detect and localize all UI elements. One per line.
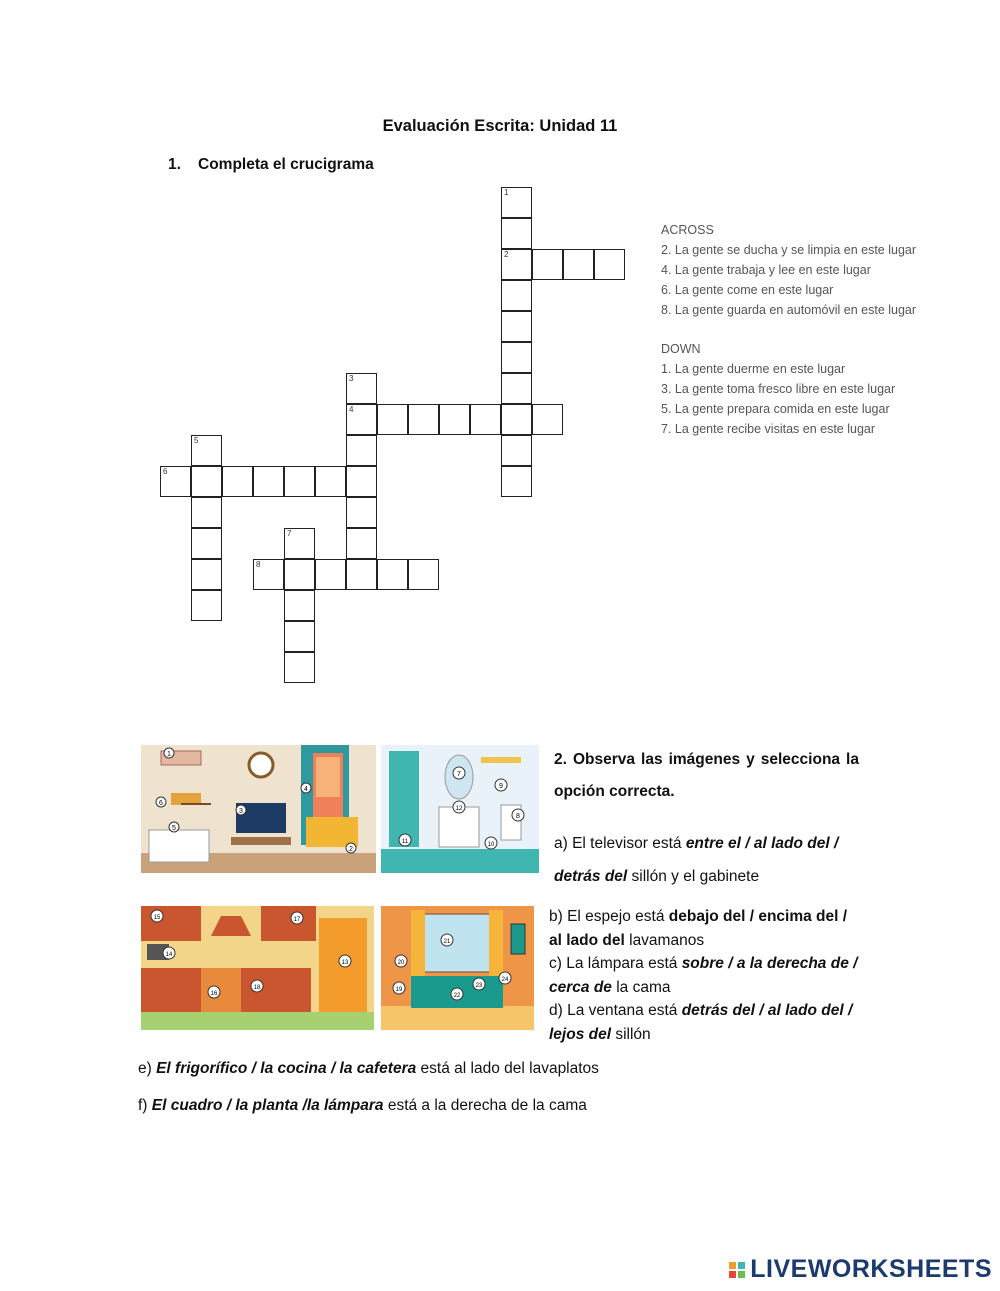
label-9: 9	[499, 783, 503, 790]
crossword-cell[interactable]	[284, 559, 315, 590]
label-17: 17	[293, 917, 301, 923]
crossword-cell[interactable]	[191, 466, 222, 497]
question-e-options[interactable]: El frigorífico / la cocina / la cafetera	[156, 1060, 417, 1077]
kitchen-picture	[141, 906, 374, 1030]
section-1-number: 1.	[168, 156, 181, 173]
crossword-cell[interactable]	[346, 373, 377, 404]
section-1-label: Completa el crucigrama	[198, 156, 374, 173]
crossword-cell[interactable]	[408, 404, 439, 435]
crossword-cell[interactable]	[284, 652, 315, 683]
crossword-cell[interactable]	[346, 559, 377, 590]
question-a-suffix: sillón y el gabinete	[627, 868, 760, 885]
crossword-cell[interactable]	[501, 249, 532, 280]
section-2-heading: 2. Observa las imágenes y selecciona la opción correcta.	[554, 751, 859, 800]
crossword-cell[interactable]	[160, 466, 191, 497]
crossword-cell[interactable]	[191, 559, 222, 590]
crossword-cell[interactable]	[501, 218, 532, 249]
label-16: 16	[210, 991, 218, 997]
crossword-clue-number: 6	[163, 467, 168, 476]
question-f	[138, 1097, 587, 1115]
label-11: 11	[401, 839, 409, 845]
label-22: 22	[453, 993, 461, 999]
across-clue: 4. La gente trabaja y lee en este lugar	[661, 263, 871, 277]
label-20: 20	[397, 960, 405, 966]
crossword-cell[interactable]	[470, 404, 501, 435]
crossword-cell[interactable]	[284, 621, 315, 652]
crossword-cell[interactable]	[439, 404, 470, 435]
label-14: 14	[165, 952, 173, 958]
crossword-cell[interactable]	[501, 280, 532, 311]
crossword-clue-number: 8	[256, 560, 261, 569]
liveworksheets-logo	[728, 1255, 992, 1284]
question-b-prefix: b) El espejo está	[549, 908, 669, 925]
questions-b-d	[549, 905, 864, 1046]
crossword-cell[interactable]	[253, 466, 284, 497]
crossword-cell[interactable]	[563, 249, 594, 280]
crossword-cell[interactable]	[346, 404, 377, 435]
page-title: Evaluación Escrita: Unidad 11	[382, 117, 618, 135]
bedroom-picture	[381, 906, 534, 1030]
crossword-cell[interactable]	[501, 404, 532, 435]
crossword-clue-number: 3	[349, 374, 354, 383]
crossword-cell[interactable]	[501, 466, 532, 497]
down-clue: 1. La gente duerme en este lugar	[661, 362, 846, 376]
crossword-cell[interactable]	[346, 435, 377, 466]
question-a-options[interactable]: entre el / al lado del / detrás del	[554, 835, 839, 885]
crossword-cell[interactable]	[284, 528, 315, 559]
crossword-cell[interactable]	[346, 528, 377, 559]
question-e	[138, 1060, 599, 1078]
logo-text: LIVEWORKSHEETS	[750, 1255, 992, 1283]
crossword-cell[interactable]	[284, 466, 315, 497]
question-b	[549, 905, 864, 952]
label-19: 19	[395, 987, 403, 993]
across-heading: ACROSS	[661, 223, 714, 237]
crossword-cell[interactable]	[253, 559, 284, 590]
label-23: 23	[475, 983, 483, 989]
crossword-clue-number: 5	[194, 436, 199, 445]
label-21: 21	[443, 939, 451, 945]
clues-panel	[661, 220, 916, 439]
question-d-suffix: sillón	[611, 1025, 651, 1043]
question-a-prefix: a) El televisor está	[554, 835, 686, 852]
across-clue: 6. La gente come en este lugar	[661, 283, 834, 297]
label-7: 7	[457, 771, 461, 778]
label-5: 5	[172, 825, 176, 832]
label-24: 24	[501, 977, 509, 983]
crossword-cell[interactable]	[501, 435, 532, 466]
crossword-cell[interactable]	[315, 559, 346, 590]
down-clue: 5. La gente prepara comida en este lugar	[661, 402, 890, 416]
label-18: 18	[253, 985, 261, 991]
crossword-clue-number: 1	[504, 188, 509, 197]
crossword-clue-number: 4	[349, 405, 354, 414]
question-c	[549, 952, 864, 999]
question-c-options[interactable]: sobre / a la derecha de / cerca de	[549, 955, 858, 996]
crossword-cell[interactable]	[191, 528, 222, 559]
question-d-prefix: d) La ventana está	[549, 1002, 682, 1019]
section-1-heading	[168, 156, 374, 174]
crossword-cell[interactable]	[377, 404, 408, 435]
label-6: 6	[159, 800, 163, 807]
label-12: 12	[455, 806, 463, 812]
section-2	[554, 744, 859, 808]
question-f-suffix: está a la derecha de la cama	[383, 1097, 587, 1114]
crossword-cell[interactable]	[501, 342, 532, 373]
label-3: 3	[239, 808, 243, 815]
crossword-cell[interactable]	[284, 590, 315, 621]
crossword-cell[interactable]	[532, 249, 563, 280]
question-d	[549, 999, 864, 1046]
label-4: 4	[304, 786, 308, 793]
crossword-cell[interactable]	[594, 249, 625, 280]
crossword-cell[interactable]	[501, 311, 532, 342]
question-f-options[interactable]: El cuadro / la planta /la lámpara	[151, 1097, 384, 1114]
living-room-picture	[141, 745, 376, 873]
question-f-prefix: f)	[138, 1097, 152, 1114]
crossword-cell[interactable]	[501, 373, 532, 404]
label-8: 8	[516, 813, 520, 820]
label-13: 13	[341, 960, 349, 966]
question-b-options[interactable]: debajo del / encima del / al lado del	[549, 908, 848, 949]
down-heading: DOWN	[661, 342, 701, 356]
crossword-cell[interactable]	[532, 404, 563, 435]
crossword-cell[interactable]	[346, 497, 377, 528]
crossword-cell[interactable]	[346, 466, 377, 497]
question-c-prefix: c) La lámpara está	[549, 955, 682, 972]
label-15: 15	[153, 915, 161, 921]
down-clue: 3. La gente toma fresco libre en este lugar	[661, 382, 896, 396]
crossword-cell[interactable]	[408, 559, 439, 590]
across-clue: 8. La gente guarda en automóvil en este lugar	[661, 303, 917, 317]
crossword-cell[interactable]	[501, 187, 532, 218]
down-clue: 7. La gente recibe visitas en este lugar	[661, 422, 876, 436]
label-10: 10	[487, 842, 495, 848]
question-a	[554, 827, 864, 893]
crossword-cell[interactable]	[377, 559, 408, 590]
question-b-suffix: lavamanos	[624, 931, 705, 949]
label-1: 1	[167, 751, 171, 758]
question-e-suffix: está al lado del lavaplatos	[416, 1060, 599, 1077]
across-clue: 2. La gente se ducha y se limpia en este lugar	[661, 243, 917, 257]
crossword-clue-number: 2	[504, 250, 509, 259]
crossword-cell[interactable]	[191, 435, 222, 466]
question-d-options[interactable]: detrás del / al lado del / lejos del	[549, 1002, 853, 1043]
crossword-cell[interactable]	[315, 466, 346, 497]
crossword-cell[interactable]	[191, 497, 222, 528]
label-2: 2	[349, 846, 353, 853]
crossword-cell[interactable]	[191, 590, 222, 621]
question-c-suffix: la cama	[611, 978, 671, 996]
question-e-prefix: e)	[138, 1060, 157, 1077]
bathroom-picture	[381, 745, 539, 873]
crossword-cell[interactable]	[222, 466, 253, 497]
crossword-clue-number: 7	[287, 529, 292, 538]
